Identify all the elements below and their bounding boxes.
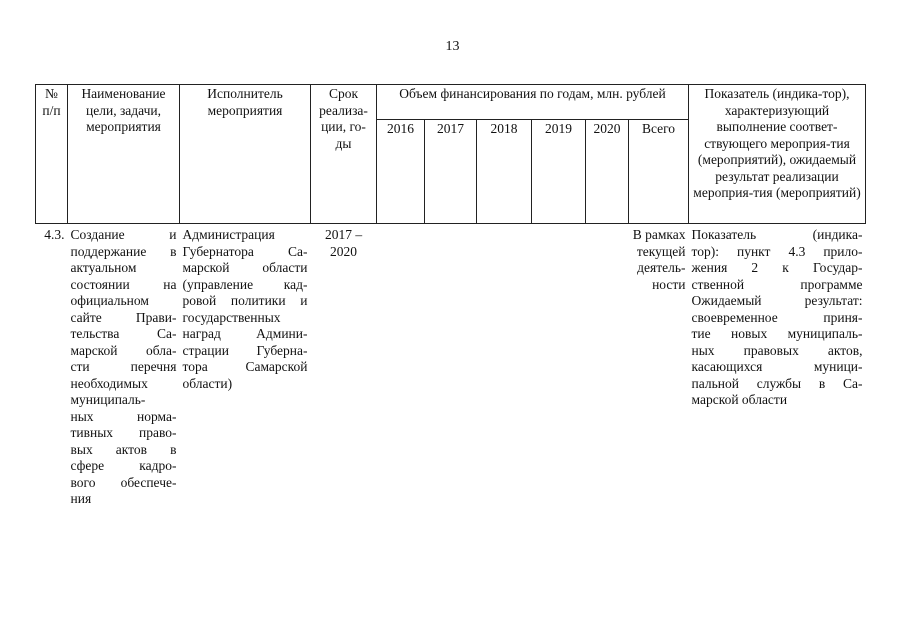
cell-line: ственной программе [691,276,863,292]
row-name [68,224,180,508]
cell-line: ровой политики и [182,293,308,308]
cell-line: (управление кад- [182,276,308,292]
row-term [311,224,377,508]
row-year-2019 [532,224,586,508]
header-indicator: Показатель (индика-тор), характеризующий выполнение соответ-ствующего мероприя-тия (мероприятий), ожидаемый результат реализации мероприя-тия (мероприятий) [689,85,866,224]
header-row [36,85,866,120]
cell-line: ных правовых актов, [691,342,863,358]
cell-line: Губернатора Са- [182,243,308,259]
cell-line: тивных право- [70,425,177,440]
cell-line: состоянии на [70,276,177,292]
cell-line: Создание и [70,227,177,242]
cell-line: Администрация [182,227,275,242]
cell-line: вых актов в [70,441,177,457]
cell-line: жения 2 к Государ- [691,260,863,275]
cell-line: государственных [182,309,281,325]
cell-line: сфере кадро- [70,458,177,473]
header-executor: Исполнитель мероприятия [180,85,311,224]
cell-line: пальной службы в Са- [691,375,863,391]
cell-line: официальном [70,293,149,308]
row-executor [180,224,311,508]
header-term: Срок реализа-ции, го-ды [311,85,377,224]
cell-line: тие новых муниципаль- [691,326,863,341]
row-year-2020 [586,224,629,508]
row-total [629,224,689,508]
cell-line: В рамках [632,227,686,242]
header-number: № п/п [36,85,68,224]
cell-line: тор): пункт 4.3 прило- [691,243,863,259]
cell-line: марской области [182,260,308,275]
cell-line: области) [182,375,233,391]
header-year-2020: 2020 [586,120,629,224]
header-year-2016: 2016 [377,120,425,224]
header-funding: Объем финансирования по годам, млн. рублей [377,85,689,120]
cell-line: актуальном [70,260,137,275]
header-year-2017: 2017 [425,120,477,224]
header-year-2018: 2018 [477,120,532,224]
cell-line: необходимых [70,375,148,391]
cell-line: поддержание в [70,243,177,259]
cell-line: марской обла- [70,342,177,358]
cell-line: ния [70,491,92,506]
page-number: 13 [445,39,460,54]
cell-line: сайте Прави- [70,309,177,325]
cell-line: наград Админи- [182,326,308,341]
table-row [36,224,866,508]
cell-line: Показатель (индика- [691,227,863,242]
cell-line: 2017 – [324,227,363,242]
header-total: Всего [629,120,689,224]
cell-line: 2020 [330,243,357,259]
cell-line: ных норма- [70,408,177,424]
cell-line: ности [652,276,686,292]
header-name: Наименование цели, задачи, мероприятия [68,85,180,224]
cell-line: касающихся муници- [691,359,863,374]
cell-line: страции Губерна- [182,342,308,358]
row-year-2016 [377,224,425,508]
cell-line: тора Самарской [182,359,308,374]
cell-line: Ожидаемый результат: [691,293,863,308]
cell-line: тельства Са- [70,326,177,341]
cell-line: сти перечня [70,359,177,374]
cell-line: деятель- [637,260,686,275]
cell-line: своевременное приня- [691,309,863,325]
row-year-2018 [477,224,532,508]
header-year-2019: 2019 [532,120,586,224]
action-plan-table [35,84,866,508]
cell-line: муниципаль- [70,392,146,407]
cell-line: вого обеспече- [70,474,177,490]
cell-line: текущей [636,243,686,259]
cell-line: марской области [691,392,788,407]
row-year-2017 [425,224,477,508]
row-number: 4.3. [44,227,65,242]
row-indicator [689,224,866,508]
